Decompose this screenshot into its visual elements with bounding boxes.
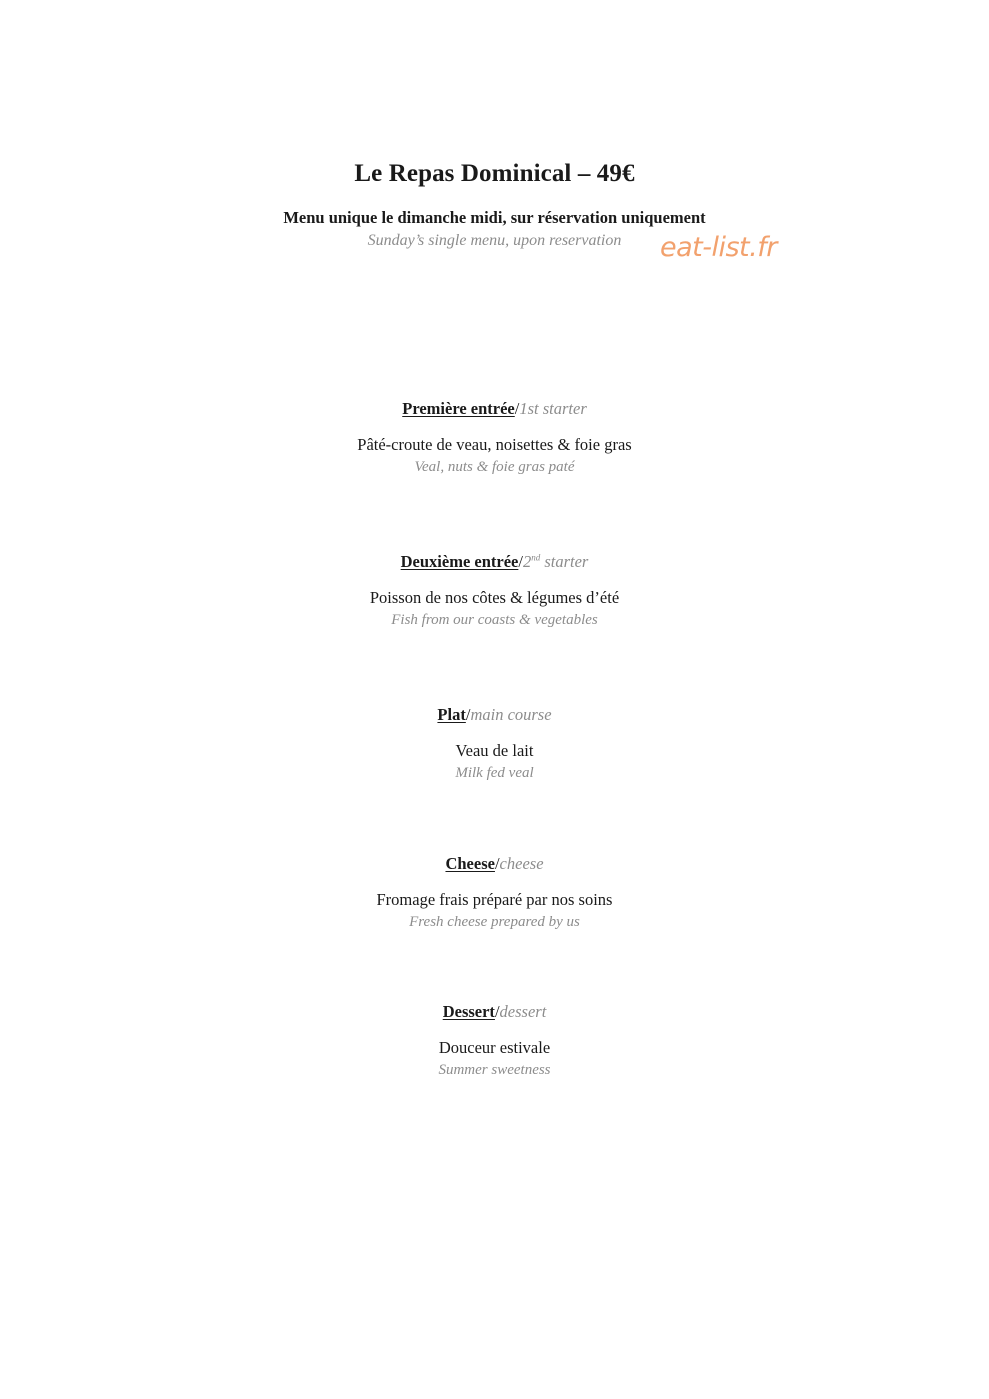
course-heading-english <box>523 552 588 571</box>
dish-french: Fromage frais préparé par nos soins <box>376 890 613 909</box>
course-heading-french: Dessert <box>442 1002 495 1021</box>
course-heading-separator: / <box>494 854 500 873</box>
course-main <box>0 705 989 783</box>
course-heading-french: Cheese <box>445 854 495 873</box>
course-heading <box>0 399 989 419</box>
dish-french: Veau de lait <box>455 741 534 760</box>
course-heading <box>0 705 989 725</box>
course-heading-french: Deuxième entrée <box>400 552 519 571</box>
dish-french: Pâté-croute de veau, noisettes & foie gras <box>357 435 632 454</box>
course-heading-english: 1st starter <box>519 399 587 418</box>
menu-subtitle-english: Sunday’s single menu, upon reservation <box>367 232 622 249</box>
dish-french: Poisson de nos côtes & légumes d’été <box>369 588 620 607</box>
course-heading-separator: / <box>514 399 520 418</box>
watermark-text: eat-list.fr <box>660 232 777 263</box>
course-heading <box>0 854 989 874</box>
course-dessert <box>0 1002 989 1080</box>
dish-english: Veal, nuts & foie gras paté <box>414 459 575 475</box>
dish-english: Fresh cheese prepared by us <box>409 914 580 930</box>
page-title: Le Repas Dominical – 49€ <box>354 160 635 187</box>
course-heading-separator: / <box>465 705 471 724</box>
course-heading <box>0 552 989 572</box>
dish-english: Summer sweetness <box>438 1062 551 1078</box>
course-heading <box>0 1002 989 1022</box>
dish-english: Fish from our coasts & vegetables <box>391 612 598 628</box>
course-heading-english-text: starter <box>540 552 589 571</box>
course-heading-english-number: 2 <box>522 552 532 571</box>
course-heading-french: Première entrée <box>402 399 515 418</box>
course-heading-separator: / <box>494 1002 500 1021</box>
course-heading-french: Plat <box>437 705 466 724</box>
course-heading-english: dessert <box>499 1002 547 1021</box>
course-second-starter <box>0 552 989 630</box>
course-first-starter <box>0 399 989 477</box>
course-heading-english-ordinal: nd <box>531 552 541 563</box>
dish-english: Milk fed veal <box>455 765 534 781</box>
course-heading-english: cheese <box>499 854 544 873</box>
course-heading-english: main course <box>470 705 552 724</box>
dish-french: Douceur estivale <box>438 1038 551 1057</box>
course-heading-separator: / <box>518 552 523 571</box>
course-cheese <box>0 854 989 932</box>
menu-subtitle: Menu unique le dimanche midi, sur réservation uniquement <box>283 208 706 227</box>
